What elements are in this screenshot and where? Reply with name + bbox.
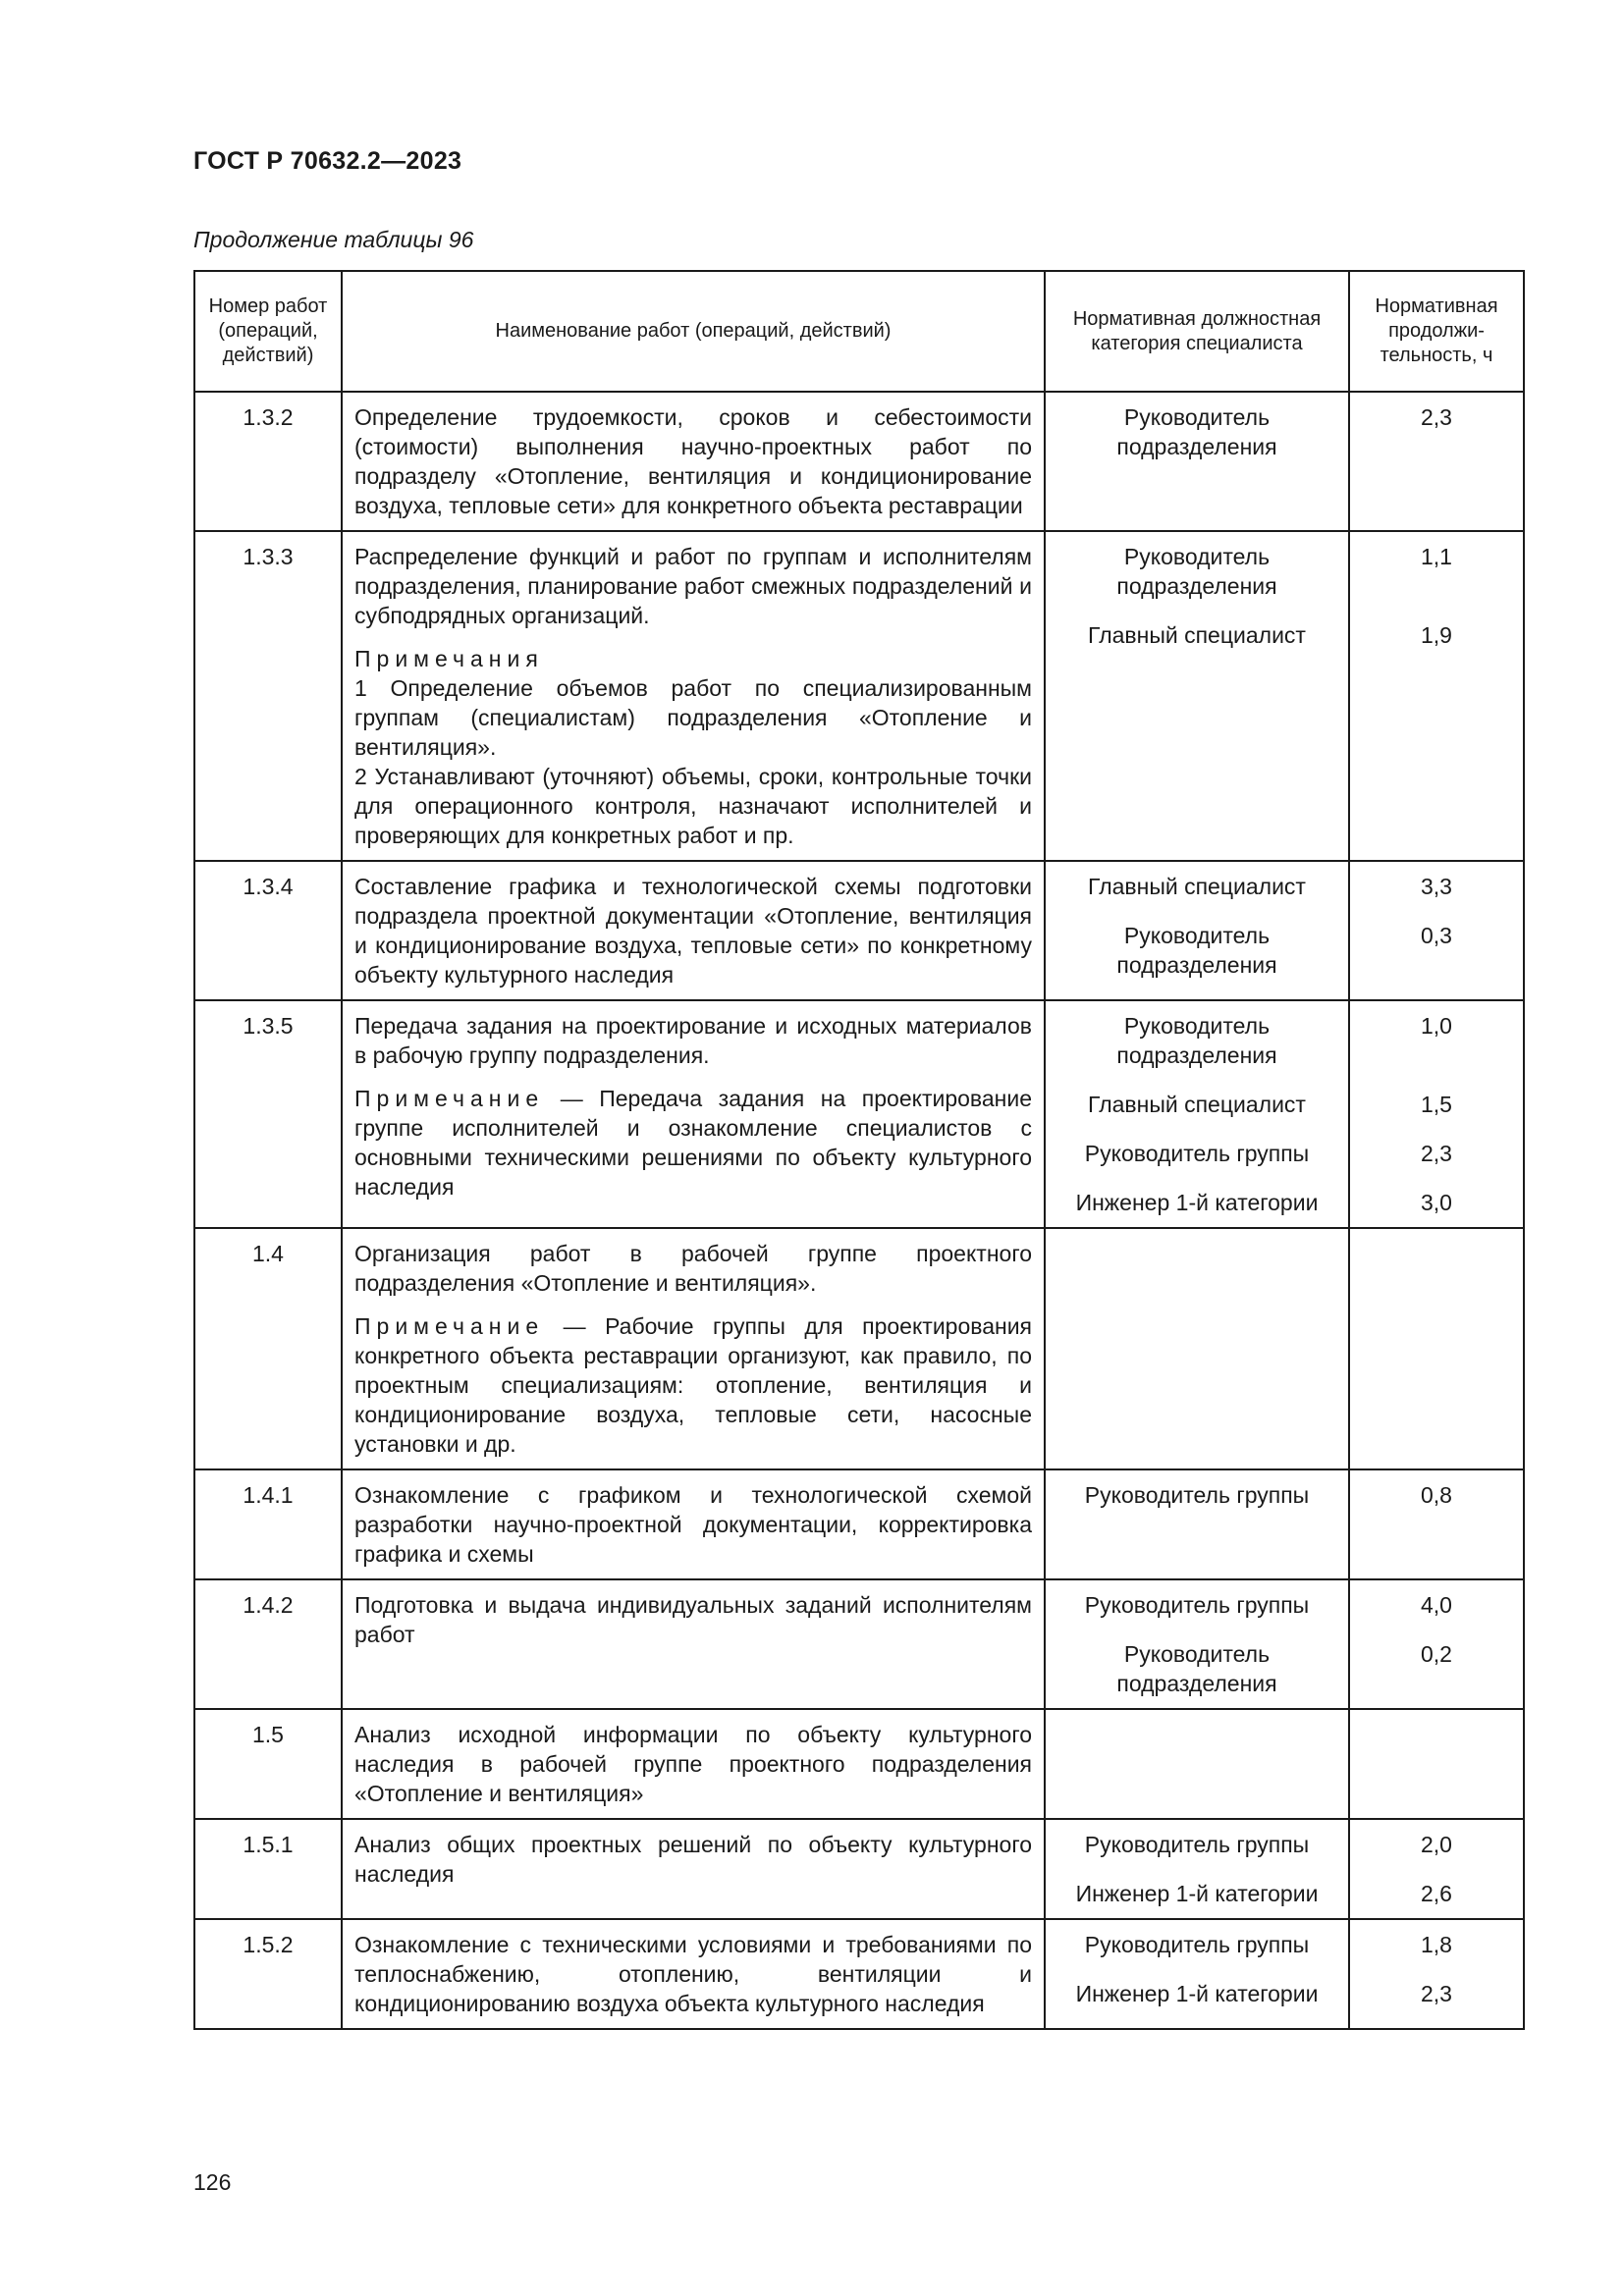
duration-cell: [1349, 1919, 1524, 2029]
duration-cell: [1349, 1579, 1524, 1709]
duration-cell: [1349, 1819, 1524, 1919]
specialist-category: Руководитель группы: [1084, 1932, 1310, 1957]
duration-cell: [1349, 1469, 1524, 1579]
table-row: [194, 1709, 1524, 1819]
note-block: [354, 1311, 1032, 1459]
work-name: Организация работ в рабочей группе проектного подразделения «Отопление и вентиляция».: [354, 1241, 1032, 1296]
table-row: [194, 861, 1524, 1000]
work-number: 1.5: [194, 1709, 342, 1819]
work-name-cell: [342, 1919, 1045, 2029]
specialist-category: Руководитель подразделения: [1116, 544, 1277, 599]
work-number: 1.5.2: [194, 1919, 342, 2029]
note-title: Примечание: [354, 1313, 545, 1339]
specialist-category: Руководитель подразделения: [1116, 404, 1277, 459]
work-number: 1.4: [194, 1228, 342, 1469]
duration-value: 0,2: [1421, 1641, 1452, 1667]
specialist-category: Руководитель группы: [1084, 1482, 1310, 1508]
specialist-category: Руководитель группы: [1084, 1832, 1310, 1857]
duration-value: 0,8: [1421, 1482, 1452, 1508]
work-name-cell: [342, 1579, 1045, 1709]
work-name: Анализ исходной информации по объекту культурного наследия в рабочей группе проектного подразделения «Отопление и вентиляция»: [354, 1722, 1032, 1806]
specialist-category: Инженер 1-й категории: [1075, 1981, 1319, 2006]
duration-value: 1,8: [1421, 1932, 1452, 1957]
duration-value: 2,0: [1421, 1832, 1452, 1857]
duration-cell: [1349, 1709, 1524, 1819]
note-text: 1 Определение объемов работ по специализированным группам (специалистам) подразделения «Отопление и вентиляция».: [354, 675, 1032, 760]
table-row: [194, 1579, 1524, 1709]
note-title: Примечание: [354, 1086, 545, 1111]
duration-value: 1,5: [1421, 1092, 1452, 1117]
note-title: Примечания: [354, 646, 544, 671]
table-row: [194, 531, 1524, 861]
duration-cell: [1349, 531, 1524, 861]
work-number: 1.4.2: [194, 1579, 342, 1709]
works-table: [193, 270, 1525, 2030]
category-cell: [1045, 861, 1349, 1000]
column-header-duration: Нормативная продолжи-тельность, ч: [1349, 271, 1524, 392]
column-header-number: Номер работ (операций, действий): [194, 271, 342, 392]
duration-cell: [1349, 1228, 1524, 1469]
table-row: [194, 1919, 1524, 2029]
specialist-category: Руководитель подразделения: [1116, 1641, 1277, 1696]
work-number: 1.4.1: [194, 1469, 342, 1579]
duration-value: 2,3: [1421, 1981, 1452, 2006]
specialist-category: Инженер 1-й категории: [1075, 1881, 1319, 1906]
specialist-category: Главный специалист: [1088, 1092, 1306, 1117]
table-row: [194, 1469, 1524, 1579]
work-name-cell: [342, 1709, 1045, 1819]
table-row: [194, 1819, 1524, 1919]
work-name: Распределение функций и работ по группам и исполнителям подразделения, планирование работ смежных подразделений и субподрядных организаций.: [354, 544, 1032, 628]
specialist-category: Руководитель группы: [1084, 1592, 1310, 1618]
note-text: — Рабочие группы для проектирования конкретного объекта реставрации организуют, как правило, по проектным специализациям: отопление, вентиляция и кондиционирование воздуха, тепловые сети, насосные установки и др.: [354, 1313, 1033, 1457]
table-caption: Продолжение таблицы 96: [193, 227, 474, 252]
duration-value: 2,3: [1421, 404, 1452, 430]
duration-cell: [1349, 392, 1524, 531]
category-cell: [1045, 1919, 1349, 2029]
work-number: 1.3.3: [194, 531, 342, 861]
table-row: [194, 392, 1524, 531]
work-name: Анализ общих проектных решений по объекту культурного наследия: [354, 1832, 1032, 1887]
duration-value: 1,0: [1421, 1013, 1452, 1039]
specialist-category: Главный специалист: [1088, 874, 1306, 899]
work-name-cell: [342, 1228, 1045, 1469]
note-block: [354, 1084, 1032, 1201]
work-name-cell: [342, 1469, 1045, 1579]
duration-cell: [1349, 1000, 1524, 1228]
work-name: Подготовка и выдача индивидуальных заданий исполнителям работ: [354, 1592, 1032, 1647]
work-name-cell: [342, 861, 1045, 1000]
note-block: [354, 644, 1032, 850]
work-name: Ознакомление с техническими условиями и требованиями по теплоснабжению, отоплению, вентиляции и кондиционированию воздуха объекта культурного наследия: [354, 1932, 1032, 2016]
category-cell: [1045, 1819, 1349, 1919]
specialist-category: Руководитель подразделения: [1116, 1013, 1277, 1068]
category-cell: [1045, 392, 1349, 531]
document-code: ГОСТ Р 70632.2—2023: [193, 147, 462, 175]
table-row: [194, 1000, 1524, 1228]
duration-value: 2,6: [1421, 1881, 1452, 1906]
work-name-cell: [342, 392, 1045, 531]
work-name: Составление графика и технологической схемы подготовки подраздела проектной документации «Отопление, вентиляция и кондиционирование воздуха, тепловые сети» по конкретному объекту культурного наследия: [354, 874, 1032, 988]
work-name-cell: [342, 531, 1045, 861]
work-number: 1.3.4: [194, 861, 342, 1000]
category-cell: [1045, 1469, 1349, 1579]
duration-cell: [1349, 861, 1524, 1000]
page-number: 126: [193, 2169, 232, 2195]
column-header-name: Наименование работ (операций, действий): [342, 271, 1045, 392]
duration-value: 3,3: [1421, 874, 1452, 899]
category-cell: [1045, 1579, 1349, 1709]
work-number: 1.3.5: [194, 1000, 342, 1228]
category-cell: [1045, 531, 1349, 861]
work-name-cell: [342, 1819, 1045, 1919]
duration-value: 4,0: [1421, 1592, 1452, 1618]
duration-value: 3,0: [1421, 1190, 1452, 1215]
duration-value: 1,9: [1421, 622, 1452, 648]
table-row: [194, 1228, 1524, 1469]
note-text: 2 Устанавливают (уточняют) объемы, сроки, контрольные точки для операционного контроля, назначают исполнителей и проверяющих для конкретных работ и пр.: [354, 764, 1032, 848]
work-name: Определение трудоемкости, сроков и себестоимости (стоимости) выполнения научно-проектных работ по подразделу «Отопление, вентиляция и кондиционирование воздуха, тепловые сети» для конкретного объекта реставрации: [354, 404, 1032, 518]
specialist-category: Руководитель группы: [1084, 1141, 1310, 1166]
category-cell: [1045, 1228, 1349, 1469]
category-cell: [1045, 1709, 1349, 1819]
work-number: 1.5.1: [194, 1819, 342, 1919]
column-header-category: Нормативная должностная категория специалиста: [1045, 271, 1349, 392]
duration-value: 0,3: [1421, 923, 1452, 948]
work-name: Ознакомление с графиком и технологической схемой разработки научно-проектной документации, корректировка графика и схемы: [354, 1482, 1032, 1567]
work-name-cell: [342, 1000, 1045, 1228]
specialist-category: Инженер 1-й категории: [1075, 1190, 1319, 1215]
category-cell: [1045, 1000, 1349, 1228]
note-text: — Передача задания на проектирование группе исполнителей и ознакомление специалистов с основными техническими решениями по объекту культурного наследия: [354, 1086, 1032, 1200]
specialist-category: Главный специалист: [1088, 622, 1306, 648]
work-name: Передача задания на проектирование и исходных материалов в рабочую группу подразделения.: [354, 1013, 1032, 1068]
specialist-category: Руководитель подразделения: [1116, 923, 1277, 978]
table-body: [194, 392, 1524, 2029]
duration-value: 1,1: [1421, 544, 1452, 569]
work-number: 1.3.2: [194, 392, 342, 531]
duration-value: 2,3: [1421, 1141, 1452, 1166]
table-header-row: [194, 271, 1524, 392]
